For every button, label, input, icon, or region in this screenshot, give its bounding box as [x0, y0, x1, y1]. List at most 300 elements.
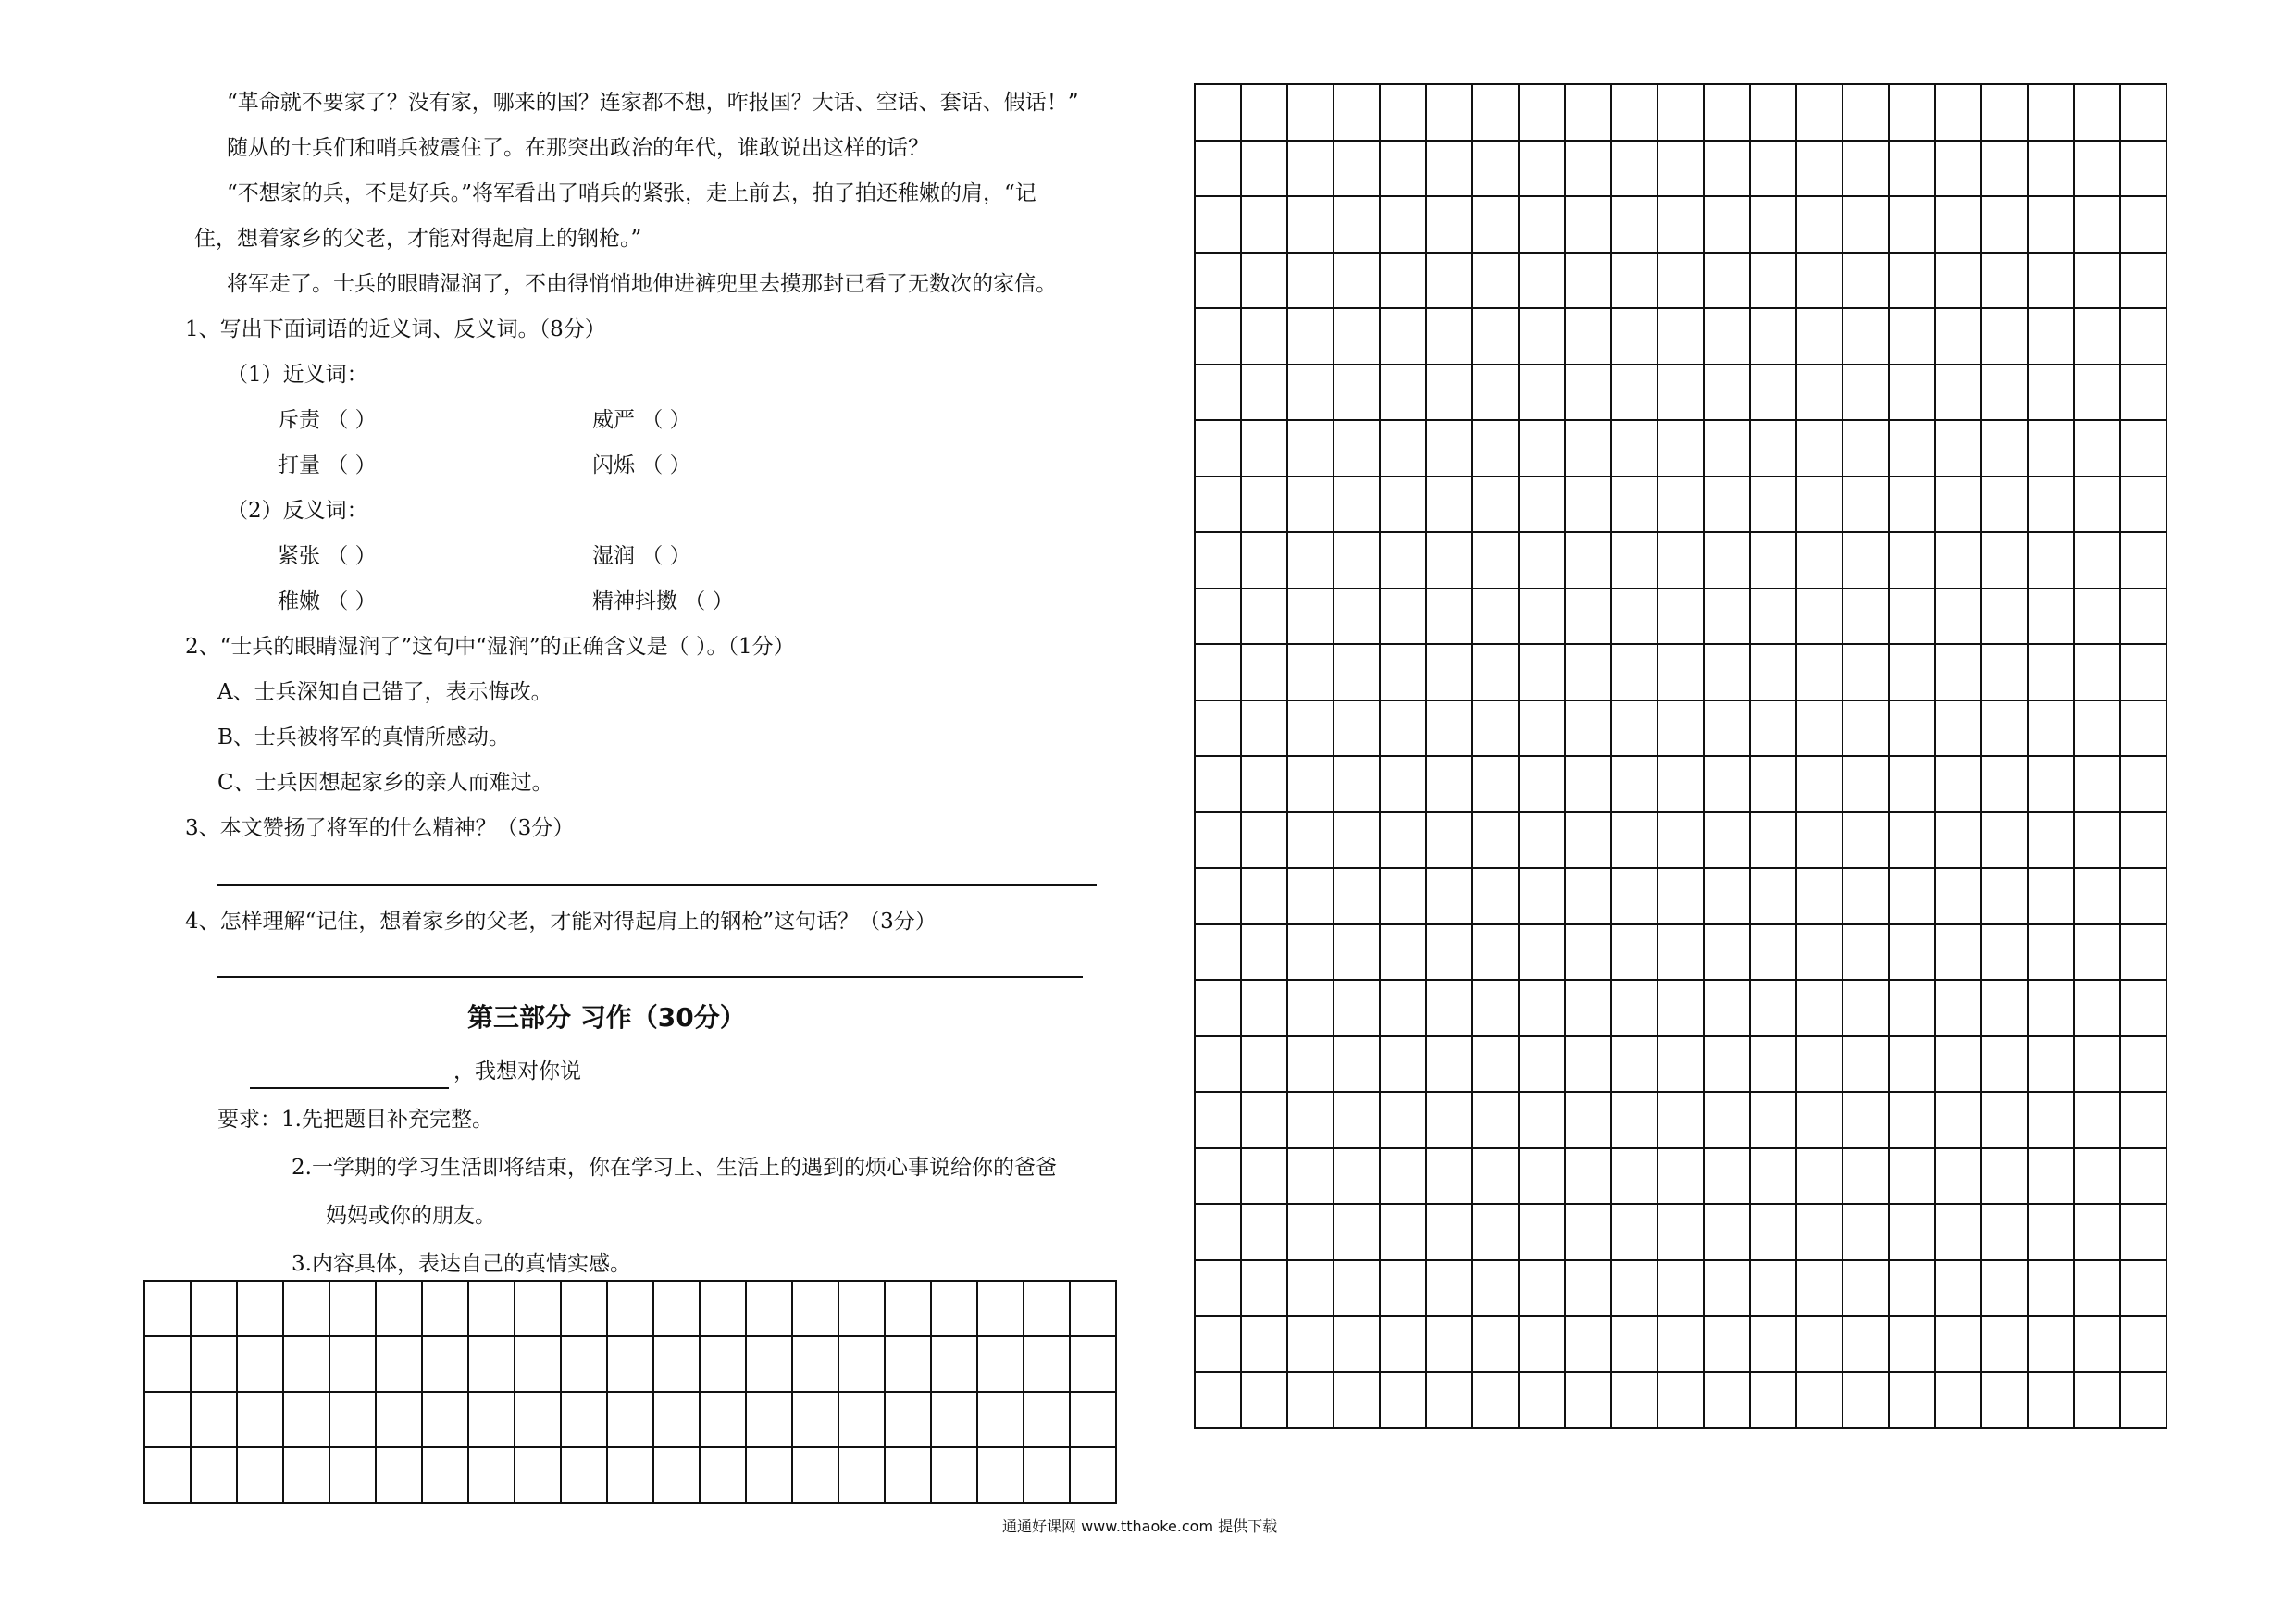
grid-cell[interactable]: [654, 1448, 701, 1504]
grid-cell[interactable]: [1427, 1261, 1473, 1318]
grid-cell[interactable]: [1196, 925, 1242, 982]
grid-cell[interactable]: [747, 1448, 793, 1504]
grid-cell[interactable]: [469, 1448, 515, 1504]
grid-cell[interactable]: [1843, 254, 1890, 310]
grid-cell[interactable]: [1566, 1093, 1612, 1149]
grid-cell[interactable]: [1936, 869, 1982, 925]
grid-cell[interactable]: [1196, 309, 1242, 365]
grid-cell[interactable]: [1473, 477, 1520, 534]
grid-cell[interactable]: [654, 1282, 701, 1337]
grid-cell[interactable]: [1982, 309, 2029, 365]
grid-cell[interactable]: [1566, 421, 1612, 477]
grid-cell[interactable]: [1473, 925, 1520, 982]
grid-cell[interactable]: [1612, 1093, 1658, 1149]
grid-cell[interactable]: [1658, 645, 1705, 701]
grid-cell[interactable]: [1566, 645, 1612, 701]
grid-cell[interactable]: [1751, 645, 1797, 701]
synonym-item[interactable]: 打量 （ ）: [278, 453, 377, 477]
grid-cell[interactable]: [1936, 365, 1982, 422]
grid-cell[interactable]: [1936, 645, 1982, 701]
q4-answer-line[interactable]: [217, 976, 1083, 978]
grid-cell[interactable]: [2121, 365, 2167, 422]
grid-cell[interactable]: [1612, 757, 1658, 813]
grid-cell[interactable]: [1936, 1317, 1982, 1373]
grid-cell[interactable]: [839, 1337, 886, 1393]
grid-cell[interactable]: [1427, 477, 1473, 534]
grid-cell[interactable]: [1381, 1317, 1427, 1373]
grid-cell[interactable]: [1334, 477, 1381, 534]
grid-cell[interactable]: [2029, 1037, 2075, 1094]
grid-cell[interactable]: [1982, 1317, 2029, 1373]
grid-cell[interactable]: [1427, 197, 1473, 254]
grid-cell[interactable]: [2121, 925, 2167, 982]
grid-cell[interactable]: [1612, 645, 1658, 701]
grid-cell[interactable]: [1751, 589, 1797, 646]
grid-cell[interactable]: [2029, 757, 2075, 813]
grid-cell[interactable]: [2029, 477, 2075, 534]
grid-cell[interactable]: [793, 1393, 839, 1448]
grid-cell[interactable]: [1473, 197, 1520, 254]
grid-cell[interactable]: [377, 1337, 423, 1393]
grid-cell[interactable]: [1334, 589, 1381, 646]
grid-cell[interactable]: [515, 1448, 562, 1504]
grid-cell[interactable]: [562, 1282, 608, 1337]
grid-cell[interactable]: [1288, 1261, 1334, 1318]
grid-cell[interactable]: [1936, 1093, 1982, 1149]
grid-cell[interactable]: [1751, 365, 1797, 422]
grid-cell[interactable]: [1196, 254, 1242, 310]
grid-cell[interactable]: [1334, 1261, 1381, 1318]
grid-cell[interactable]: [1381, 309, 1427, 365]
grid-cell[interactable]: [1843, 1373, 1890, 1430]
grid-cell[interactable]: [1566, 589, 1612, 646]
grid-cell[interactable]: [1071, 1393, 1117, 1448]
grid-cell[interactable]: [1566, 1037, 1612, 1094]
grid-cell[interactable]: [1982, 85, 2029, 142]
grid-cell[interactable]: [1936, 1205, 1982, 1261]
grid-cell[interactable]: [1520, 1205, 1566, 1261]
grid-cell[interactable]: [932, 1393, 978, 1448]
grid-cell[interactable]: [1658, 1261, 1705, 1318]
grid-cell[interactable]: [1520, 869, 1566, 925]
grid-cell[interactable]: [839, 1282, 886, 1337]
grid-cell[interactable]: [1381, 1093, 1427, 1149]
grid-cell[interactable]: [1566, 197, 1612, 254]
grid-cell[interactable]: [932, 1337, 978, 1393]
grid-cell[interactable]: [1982, 1373, 2029, 1430]
grid-cell[interactable]: [1751, 309, 1797, 365]
grid-cell[interactable]: [1612, 1149, 1658, 1206]
grid-cell[interactable]: [1843, 1037, 1890, 1094]
grid-cell[interactable]: [1658, 701, 1705, 758]
grid-cell[interactable]: [2075, 1317, 2121, 1373]
grid-cell[interactable]: [1751, 925, 1797, 982]
grid-cell[interactable]: [2075, 1093, 2121, 1149]
grid-cell[interactable]: [1843, 85, 1890, 142]
grid-cell[interactable]: [1520, 421, 1566, 477]
grid-cell[interactable]: [1982, 869, 2029, 925]
grid-cell[interactable]: [238, 1337, 284, 1393]
grid-cell[interactable]: [1473, 701, 1520, 758]
grid-cell[interactable]: [1982, 1261, 2029, 1318]
grid-cell[interactable]: [1520, 533, 1566, 589]
grid-cell[interactable]: [2075, 533, 2121, 589]
grid-cell[interactable]: [1936, 1373, 1982, 1430]
grid-cell[interactable]: [1334, 701, 1381, 758]
grid-cell[interactable]: [1196, 1037, 1242, 1094]
grid-cell[interactable]: [423, 1282, 469, 1337]
grid-cell[interactable]: [1381, 142, 1427, 198]
grid-cell[interactable]: [2075, 1149, 2121, 1206]
grid-cell[interactable]: [1473, 645, 1520, 701]
grid-cell[interactable]: [978, 1393, 1024, 1448]
grid-cell[interactable]: [1797, 309, 1843, 365]
grid-cell[interactable]: [1520, 1373, 1566, 1430]
grid-cell[interactable]: [1242, 1205, 1288, 1261]
grid-cell[interactable]: [2075, 1373, 2121, 1430]
grid-cell[interactable]: [1936, 254, 1982, 310]
grid-cell[interactable]: [1658, 142, 1705, 198]
grid-cell[interactable]: [1196, 1317, 1242, 1373]
grid-cell[interactable]: [1288, 645, 1334, 701]
grid-cell[interactable]: [1520, 757, 1566, 813]
grid-cell[interactable]: [469, 1282, 515, 1337]
grid-cell[interactable]: [1843, 533, 1890, 589]
grid-cell[interactable]: [2029, 197, 2075, 254]
grid-cell[interactable]: [1658, 813, 1705, 870]
grid-cell[interactable]: [1705, 757, 1751, 813]
grid-cell[interactable]: [1520, 1093, 1566, 1149]
grid-cell[interactable]: [1890, 925, 1936, 982]
grid-cell[interactable]: [1705, 142, 1751, 198]
grid-cell[interactable]: [1658, 477, 1705, 534]
grid-cell[interactable]: [1242, 477, 1288, 534]
grid-cell[interactable]: [1566, 254, 1612, 310]
grid-cell[interactable]: [1658, 1205, 1705, 1261]
grid-cell[interactable]: [1242, 85, 1288, 142]
grid-cell[interactable]: [145, 1337, 192, 1393]
grid-cell[interactable]: [1658, 757, 1705, 813]
grid-cell[interactable]: [608, 1448, 654, 1504]
grid-cell[interactable]: [469, 1337, 515, 1393]
grid-cell[interactable]: [1566, 869, 1612, 925]
grid-cell[interactable]: [1196, 1093, 1242, 1149]
grid-cell[interactable]: [1473, 1093, 1520, 1149]
grid-cell[interactable]: [1843, 589, 1890, 646]
grid-cell[interactable]: [1288, 142, 1334, 198]
grid-cell[interactable]: [1288, 925, 1334, 982]
grid-cell[interactable]: [2075, 365, 2121, 422]
grid-cell[interactable]: [1288, 477, 1334, 534]
grid-cell[interactable]: [1843, 1317, 1890, 1373]
grid-cell[interactable]: [1982, 701, 2029, 758]
grid-cell[interactable]: [2029, 645, 2075, 701]
grid-cell[interactable]: [1288, 254, 1334, 310]
grid-cell[interactable]: [1982, 1149, 2029, 1206]
grid-cell[interactable]: [1797, 1037, 1843, 1094]
grid-cell[interactable]: [1288, 533, 1334, 589]
grid-cell[interactable]: [2121, 477, 2167, 534]
grid-cell[interactable]: [886, 1282, 932, 1337]
grid-cell[interactable]: [1288, 701, 1334, 758]
grid-cell[interactable]: [1334, 309, 1381, 365]
grid-cell[interactable]: [1843, 1149, 1890, 1206]
grid-cell[interactable]: [1612, 197, 1658, 254]
grid-cell[interactable]: [2121, 1261, 2167, 1318]
grid-cell[interactable]: [1196, 365, 1242, 422]
grid-cell[interactable]: [1071, 1337, 1117, 1393]
grid-cell[interactable]: [1473, 869, 1520, 925]
grid-cell[interactable]: [1705, 981, 1751, 1037]
grid-cell[interactable]: [1242, 1037, 1288, 1094]
grid-cell[interactable]: [1381, 645, 1427, 701]
grid-cell[interactable]: [1612, 309, 1658, 365]
grid-cell[interactable]: [1751, 1037, 1797, 1094]
grid-cell[interactable]: [1936, 1149, 1982, 1206]
grid-cell[interactable]: [1843, 981, 1890, 1037]
grid-cell[interactable]: [2121, 1317, 2167, 1373]
grid-cell[interactable]: [1705, 197, 1751, 254]
grid-cell[interactable]: [2029, 1317, 2075, 1373]
grid-cell[interactable]: [608, 1282, 654, 1337]
grid-cell[interactable]: [1381, 1037, 1427, 1094]
grid-cell[interactable]: [1520, 1149, 1566, 1206]
grid-cell[interactable]: [978, 1282, 1024, 1337]
grid-cell[interactable]: [1242, 701, 1288, 758]
grid-cell[interactable]: [1566, 309, 1612, 365]
grid-cell[interactable]: [1381, 533, 1427, 589]
antonym-item[interactable]: 紧张 （ ）: [278, 544, 377, 568]
synonym-item[interactable]: 闪烁 （ ）: [592, 453, 691, 477]
grid-cell[interactable]: [1612, 981, 1658, 1037]
grid-cell[interactable]: [1288, 1317, 1334, 1373]
grid-cell[interactable]: [330, 1448, 377, 1504]
grid-cell[interactable]: [1473, 421, 1520, 477]
grid-cell[interactable]: [1797, 533, 1843, 589]
grid-cell[interactable]: [2075, 757, 2121, 813]
grid-cell[interactable]: [1381, 1373, 1427, 1430]
grid-cell[interactable]: [1381, 869, 1427, 925]
grid-cell[interactable]: [793, 1337, 839, 1393]
grid-cell[interactable]: [932, 1282, 978, 1337]
writing-grid-left[interactable]: [143, 1280, 1117, 1504]
grid-cell[interactable]: [515, 1393, 562, 1448]
grid-cell[interactable]: [1196, 757, 1242, 813]
grid-cell[interactable]: [1520, 925, 1566, 982]
grid-cell[interactable]: [1890, 1037, 1936, 1094]
grid-cell[interactable]: [701, 1448, 747, 1504]
grid-cell[interactable]: [1982, 1037, 2029, 1094]
grid-cell[interactable]: [1473, 1149, 1520, 1206]
grid-cell[interactable]: [1705, 1205, 1751, 1261]
grid-cell[interactable]: [2121, 645, 2167, 701]
grid-cell[interactable]: [1427, 869, 1473, 925]
grid-cell[interactable]: [1982, 925, 2029, 982]
grid-cell[interactable]: [2029, 365, 2075, 422]
grid-cell[interactable]: [2029, 254, 2075, 310]
grid-cell[interactable]: [1288, 813, 1334, 870]
grid-cell[interactable]: [1288, 1373, 1334, 1430]
grid-cell[interactable]: [1242, 254, 1288, 310]
grid-cell[interactable]: [1890, 477, 1936, 534]
grid-cell[interactable]: [1890, 1205, 1936, 1261]
grid-cell[interactable]: [747, 1337, 793, 1393]
grid-cell[interactable]: [1658, 869, 1705, 925]
grid-cell[interactable]: [1473, 254, 1520, 310]
grid-cell[interactable]: [1427, 1373, 1473, 1430]
grid-cell[interactable]: [1242, 309, 1288, 365]
grid-cell[interactable]: [1473, 309, 1520, 365]
grid-cell[interactable]: [2121, 1093, 2167, 1149]
grid-cell[interactable]: [1334, 981, 1381, 1037]
grid-cell[interactable]: [1427, 254, 1473, 310]
grid-cell[interactable]: [1751, 1093, 1797, 1149]
grid-cell[interactable]: [1612, 701, 1658, 758]
grid-cell[interactable]: [1196, 1373, 1242, 1430]
grid-cell[interactable]: [1427, 757, 1473, 813]
grid-cell[interactable]: [1890, 701, 1936, 758]
grid-cell[interactable]: [1890, 645, 1936, 701]
q2-option-c[interactable]: C、士兵因想起家乡的亲人而难过。: [217, 771, 553, 795]
grid-cell[interactable]: [1936, 925, 1982, 982]
grid-cell[interactable]: [1843, 757, 1890, 813]
grid-cell[interactable]: [1566, 1317, 1612, 1373]
grid-cell[interactable]: [1751, 813, 1797, 870]
grid-cell[interactable]: [1890, 142, 1936, 198]
grid-cell[interactable]: [1936, 981, 1982, 1037]
grid-cell[interactable]: [1890, 1373, 1936, 1430]
grid-cell[interactable]: [1427, 701, 1473, 758]
grid-cell[interactable]: [1751, 477, 1797, 534]
grid-cell[interactable]: [1566, 1149, 1612, 1206]
grid-cell[interactable]: [1473, 813, 1520, 870]
grid-cell[interactable]: [1658, 197, 1705, 254]
grid-cell[interactable]: [1242, 1093, 1288, 1149]
grid-cell[interactable]: [1797, 645, 1843, 701]
grid-cell[interactable]: [1982, 1093, 2029, 1149]
grid-cell[interactable]: [1705, 1037, 1751, 1094]
grid-cell[interactable]: [1751, 1261, 1797, 1318]
grid-cell[interactable]: [1242, 757, 1288, 813]
grid-cell[interactable]: [1334, 1205, 1381, 1261]
grid-cell[interactable]: [1520, 813, 1566, 870]
grid-cell[interactable]: [886, 1448, 932, 1504]
grid-cell[interactable]: [1566, 85, 1612, 142]
grid-cell[interactable]: [1936, 1261, 1982, 1318]
grid-cell[interactable]: [1071, 1448, 1117, 1504]
grid-cell[interactable]: [1024, 1337, 1071, 1393]
grid-cell[interactable]: [1473, 757, 1520, 813]
grid-cell[interactable]: [1936, 421, 1982, 477]
grid-cell[interactable]: [1196, 477, 1242, 534]
grid-cell[interactable]: [1612, 813, 1658, 870]
grid-cell[interactable]: [1797, 1373, 1843, 1430]
grid-cell[interactable]: [2029, 869, 2075, 925]
grid-cell[interactable]: [654, 1337, 701, 1393]
grid-cell[interactable]: [2075, 813, 2121, 870]
grid-cell[interactable]: [1982, 197, 2029, 254]
grid-cell[interactable]: [1473, 1317, 1520, 1373]
grid-cell[interactable]: [238, 1448, 284, 1504]
grid-cell[interactable]: [192, 1337, 238, 1393]
grid-cell[interactable]: [2029, 813, 2075, 870]
grid-cell[interactable]: [377, 1282, 423, 1337]
grid-cell[interactable]: [701, 1393, 747, 1448]
grid-cell[interactable]: [1520, 365, 1566, 422]
grid-cell[interactable]: [1242, 645, 1288, 701]
grid-cell[interactable]: [2029, 589, 2075, 646]
grid-cell[interactable]: [1334, 645, 1381, 701]
grid-cell[interactable]: [1705, 925, 1751, 982]
grid-cell[interactable]: [1843, 701, 1890, 758]
grid-cell[interactable]: [1705, 1093, 1751, 1149]
grid-cell[interactable]: [1890, 869, 1936, 925]
grid-cell[interactable]: [1071, 1282, 1117, 1337]
grid-cell[interactable]: [284, 1393, 330, 1448]
grid-cell[interactable]: [1381, 254, 1427, 310]
grid-cell[interactable]: [1427, 1205, 1473, 1261]
grid-cell[interactable]: [1982, 365, 2029, 422]
grid-cell[interactable]: [1797, 421, 1843, 477]
grid-cell[interactable]: [2029, 421, 2075, 477]
grid-cell[interactable]: [1520, 1261, 1566, 1318]
grid-cell[interactable]: [377, 1393, 423, 1448]
grid-cell[interactable]: [2075, 142, 2121, 198]
grid-cell[interactable]: [1843, 477, 1890, 534]
grid-cell[interactable]: [1242, 1149, 1288, 1206]
grid-cell[interactable]: [1520, 1317, 1566, 1373]
grid-cell[interactable]: [2121, 421, 2167, 477]
grid-cell[interactable]: [1658, 365, 1705, 422]
grid-cell[interactable]: [2075, 1261, 2121, 1318]
grid-cell[interactable]: [1751, 142, 1797, 198]
grid-cell[interactable]: [192, 1448, 238, 1504]
topic-blank[interactable]: [250, 1087, 449, 1089]
grid-cell[interactable]: [1612, 1317, 1658, 1373]
grid-cell[interactable]: [1843, 365, 1890, 422]
grid-cell[interactable]: [1982, 421, 2029, 477]
grid-cell[interactable]: [1242, 1317, 1288, 1373]
grid-cell[interactable]: [1797, 254, 1843, 310]
grid-cell[interactable]: [1288, 1149, 1334, 1206]
grid-cell[interactable]: [1381, 477, 1427, 534]
grid-cell[interactable]: [1612, 421, 1658, 477]
grid-cell[interactable]: [1520, 85, 1566, 142]
grid-cell[interactable]: [1705, 701, 1751, 758]
grid-cell[interactable]: [1705, 589, 1751, 646]
grid-cell[interactable]: [1196, 701, 1242, 758]
grid-cell[interactable]: [1334, 365, 1381, 422]
grid-cell[interactable]: [1196, 533, 1242, 589]
grid-cell[interactable]: [1705, 254, 1751, 310]
grid-cell[interactable]: [1196, 1149, 1242, 1206]
grid-cell[interactable]: [1566, 981, 1612, 1037]
grid-cell[interactable]: [1520, 701, 1566, 758]
grid-cell[interactable]: [238, 1282, 284, 1337]
grid-cell[interactable]: [1520, 197, 1566, 254]
grid-cell[interactable]: [284, 1337, 330, 1393]
grid-cell[interactable]: [1381, 365, 1427, 422]
grid-cell[interactable]: [1427, 365, 1473, 422]
grid-cell[interactable]: [1658, 925, 1705, 982]
grid-cell[interactable]: [1381, 757, 1427, 813]
grid-cell[interactable]: [1612, 365, 1658, 422]
grid-cell[interactable]: [1288, 757, 1334, 813]
grid-cell[interactable]: [1936, 533, 1982, 589]
grid-cell[interactable]: [1427, 309, 1473, 365]
grid-cell[interactable]: [2029, 533, 2075, 589]
grid-cell[interactable]: [2121, 254, 2167, 310]
